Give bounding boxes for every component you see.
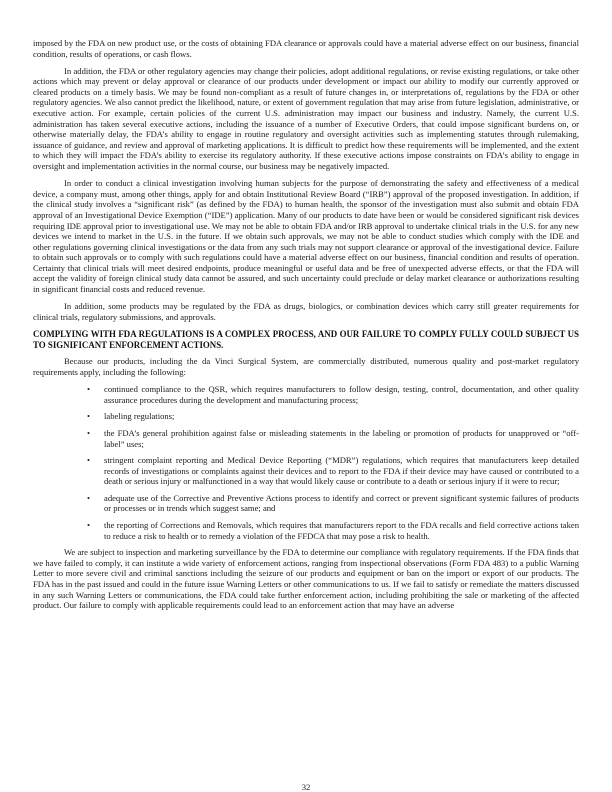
bullet-icon: • — [87, 520, 91, 531]
list-item — [33, 493, 579, 514]
list-item — [33, 520, 579, 541]
section-heading: COMPLYING WITH FDA REGULATIONS IS A COMPLEX PROCESS, AND OUR FAILURE TO COMPLY FULLY COULD SUBJECT US TO SIGNIFICANT ENFORCEMENT ACTIONS. — [33, 328, 579, 350]
paragraph-clinical-investigation: In order to conduct a clinical investigation involving human subjects for the purpose of demonstrating the safety and effectiveness of a medical device, a company must, among other things, apply for and obtain Institutional Review Board (“IRB”) approval of the proposed investigation. In addition, if the clinical study involves a “significant risk” (as defined by the FDA) to human health, the sponsor of the investigation must also submit and obtain FDA approval of an Investigational Device Exemption (“IDE”) application. Many of our products to date have been or would be considered significant risk devices requiring IDE approval prior to investigational use. We may not be able to obtain FDA and/or IRB approval to undertake clinical trials in the U.S. for any new devices we intend to market in the U.S. in the future. If we obtain such approvals, we may not be able to conduct studies which comply with the IDE and other regulations governing clinical investigations or the data from any such trials may not support clearance or approval of the investigational device. Failure to obtain such approvals or to comply with such regulations could have a material adverse effect on our business, financial condition and results of operation. Certainty that clinical trials will meet desired endpoints, produce meaningful or useful data and be free of unexpected adverse effects, or that the FDA will accept the validity of foreign clinical study data cannot be assured, and such uncertainty could preclude or delay market clearance or authorizations resulting in significant financial costs and reduced revenue. — [33, 178, 579, 295]
list-item — [33, 411, 579, 422]
bullet-icon: • — [87, 384, 91, 395]
paragraph-continuation: imposed by the FDA on new product use, or the costs of obtaining FDA clearance or approvals could have a material adverse effect on our business, financial condition, results of operations, or cash flows. — [33, 38, 579, 59]
requirements-list — [33, 384, 579, 541]
list-item — [33, 455, 579, 487]
list-item — [33, 384, 579, 405]
page-number: 32 — [301, 782, 311, 792]
list-item-text: the FDA’s general prohibition against false or misleading statements in the labeling or promotion of products for unapproved or “off-label” uses; — [104, 427, 579, 449]
list-item-text: stringent complaint reporting and Medical Device Reporting (“MDR”) regulations, which requires that manufacturers keep detailed records of investigations or complaints against their devices and to report to the FDA if their device may have caused or contributed to a death or serious injury or malfunctioned in a way that would likely cause or contribute to a death or serious injury if it were to recur; — [104, 455, 579, 487]
bullet-icon: • — [87, 492, 91, 503]
list-item-text: adequate use of the Corrective and Preventive Actions process to identify and correct or prevent significant systemic failures of products or processes or in trends which suggest same; and — [104, 492, 579, 514]
bullet-icon: • — [87, 427, 91, 438]
list-item-text: continued compliance to the QSR, which requires manufacturers to follow design, testing, control, documentation, and other quality assurance procedures during the development and manufacturing process; — [104, 384, 579, 405]
bullet-icon: • — [87, 455, 91, 466]
bullet-icon: • — [87, 411, 91, 422]
paragraph-inspection: We are subject to inspection and marketing surveillance by the FDA to determine our compliance with regulatory requirements. If the FDA finds that we have failed to comply, it can institute a wide variety of enforcement actions, ranging from inspectional observations (Form FDA 483) to a public Warning Letter to more severe civil and criminal sanctions including the seizure of our products and equipment or ban on the import or export of our products. The FDA has in the past issued and could in the future issue Warning Letters or other communications to us. If we fail to satisfy or remediate the matters discussed in any such Warning Letters or communications, the FDA could take further enforcement action, including prohibiting the sale or marketing of the affected product. Our failure to comply with applicable requirements could lead to an enforcement action that may have an adverse — [33, 547, 579, 611]
paragraph-combination-products: In addition, some products may be regulated by the FDA as drugs, biologics, or combination devices which carry still greater requirements for clinical trials, regulatory submissions, and approvals. — [33, 301, 579, 322]
paragraph-intro: Because our products, including the da Vinci Surgical System, are commercially distributed, numerous quality and post-market regulatory requirements apply, including the following: — [33, 356, 579, 378]
list-item-text: the reporting of Corrections and Removals, which requires that manufacturers report to the FDA recalls and field corrective actions taken to reduce a risk to health or to remedy a violation of the FFDCA that may pose a risk to health. — [104, 520, 579, 541]
paragraph-regulatory-changes: In addition, the FDA or other regulatory agencies may change their policies, adopt additional regulations, or revise existing regulations, or take other actions which may prevent or delay approval or clearance of our products under development or impact our ability to modify our currently approved or cleared products on a timely basis. We may be found non-compliant as a result of future changes in, or interpretations of, regulations by the FDA or other regulatory agencies. We also cannot predict the likelihood, nature, or extent of government regulation that may arise from future legislation, administrative, or executive action. For example, certain policies of the current U.S. administration may impact our business and industry. Namely, the current U.S. administration has taken several executive actions, including the issuance of a number of Executive Orders, that could impose significant burdens on, or otherwise materially delay, the FDA’s ability to engage in routine regulatory and oversight activities such as implementing statutes through rulemaking, issuance of guidance, and review and approval of marketing applications. It is difficult to predict how these requirements will be implemented, and the extent to which they will impact the FDA’s ability to exercise its regulatory authority. If these executive actions impose constraints on FDA’s ability to engage in oversight and implementation activities in the normal course, our business may be negatively impacted. — [33, 65, 579, 172]
list-item — [33, 428, 579, 449]
list-item-text: labeling regulations; — [104, 411, 175, 422]
